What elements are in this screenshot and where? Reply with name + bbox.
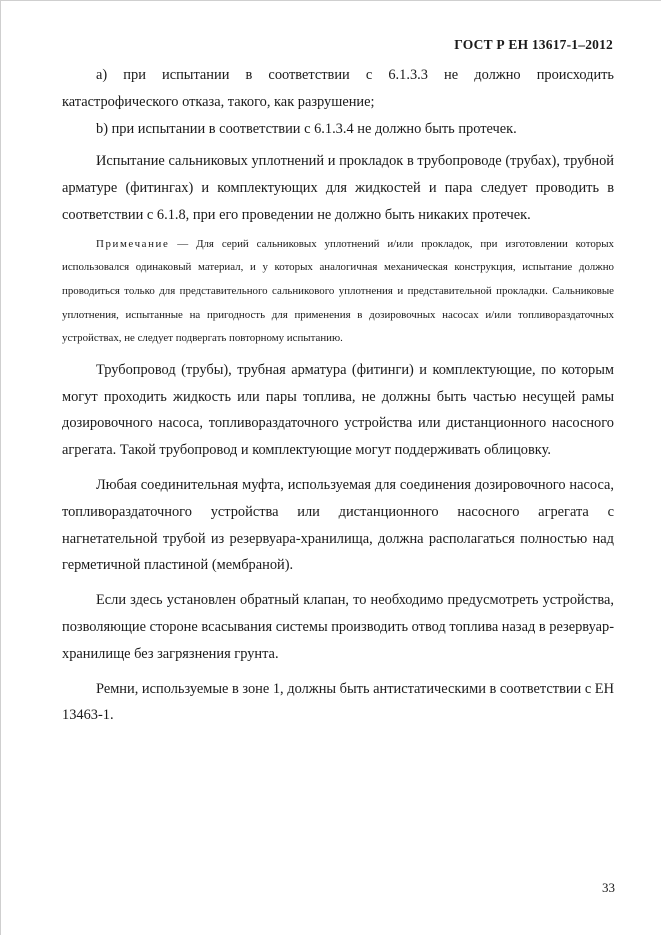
page-border-left: [0, 0, 1, 935]
list-item-b: b) при испытании в соответствии с 6.1.3.4 не должно быть протечек.: [96, 120, 517, 137]
paragraph-coupling: Любая соединительная муфта, используемая для соединения дозировочного насоса, топливораздаточного устройства или дистанционного насосного агрегата с нагнетательной трубой из резервуара-хранилища, должна располагаться полностью над герметичной пластиной (мембраной).: [62, 476, 614, 574]
paragraph-check-valve: Если здесь установлен обратный клапан, то необходимо предусмотреть устройства, позволяющие стороне всасывания системы производить отвод топлива назад в резервуар-хранилище без загрязнения грунта.: [62, 592, 614, 662]
page-number: 33: [602, 880, 615, 895]
page-border-top: [0, 0, 661, 1]
paragraph-seal-testing: Испытание сальниковых уплотнений и прокладок в трубопроводе (трубах), трубной арматуре (фитингах) и комплектующих для жидкостей и пара следует проводить в соответствии с 6.1.8, при его проведении не должно быть никаких протечек.: [62, 153, 614, 223]
paragraph-piping-frame: Трубопровод (трубы), трубная арматура (фитинги) и комплектующие, по которым могут проходить жидкость или пары топлива, не должны быть частью несущей рамы дозировочного насоса, топливораздаточного устройства или дистанционного насосного агрегата. Такой трубопровод и комплектующие могут поддерживать облицовку.: [62, 361, 614, 459]
note-label: Примечание: [96, 237, 170, 250]
note-text: — Для серий сальниковых уплотнений и/или прокладок, при изготовлении которых использовался одинаковый материал, и у которых аналогичная механическая конструкция, испытание должно проводиться только для представительного сальникового уплотнения и представительной прокладки. Сальниковые уплотнения, испытанные на пригодность для применения в дозировочных насосах и/или топливораздаточных устройствах, не следует подвергать повторному испытанию.: [62, 237, 614, 345]
document-id-header: ГОСТ Р ЕН 13617-1–2012: [454, 37, 613, 52]
paragraph-belts: Ремни, используемые в зоне 1, должны быть антистатическими в соответствии с ЕН 13463-1.: [62, 680, 614, 724]
list-item-a: а) при испытании в соответствии с 6.1.3.3 не должно происходить катастрофического отказа, такого, как разрушение;: [62, 67, 614, 110]
document-body: [62, 62, 614, 729]
note-block: [62, 233, 614, 351]
